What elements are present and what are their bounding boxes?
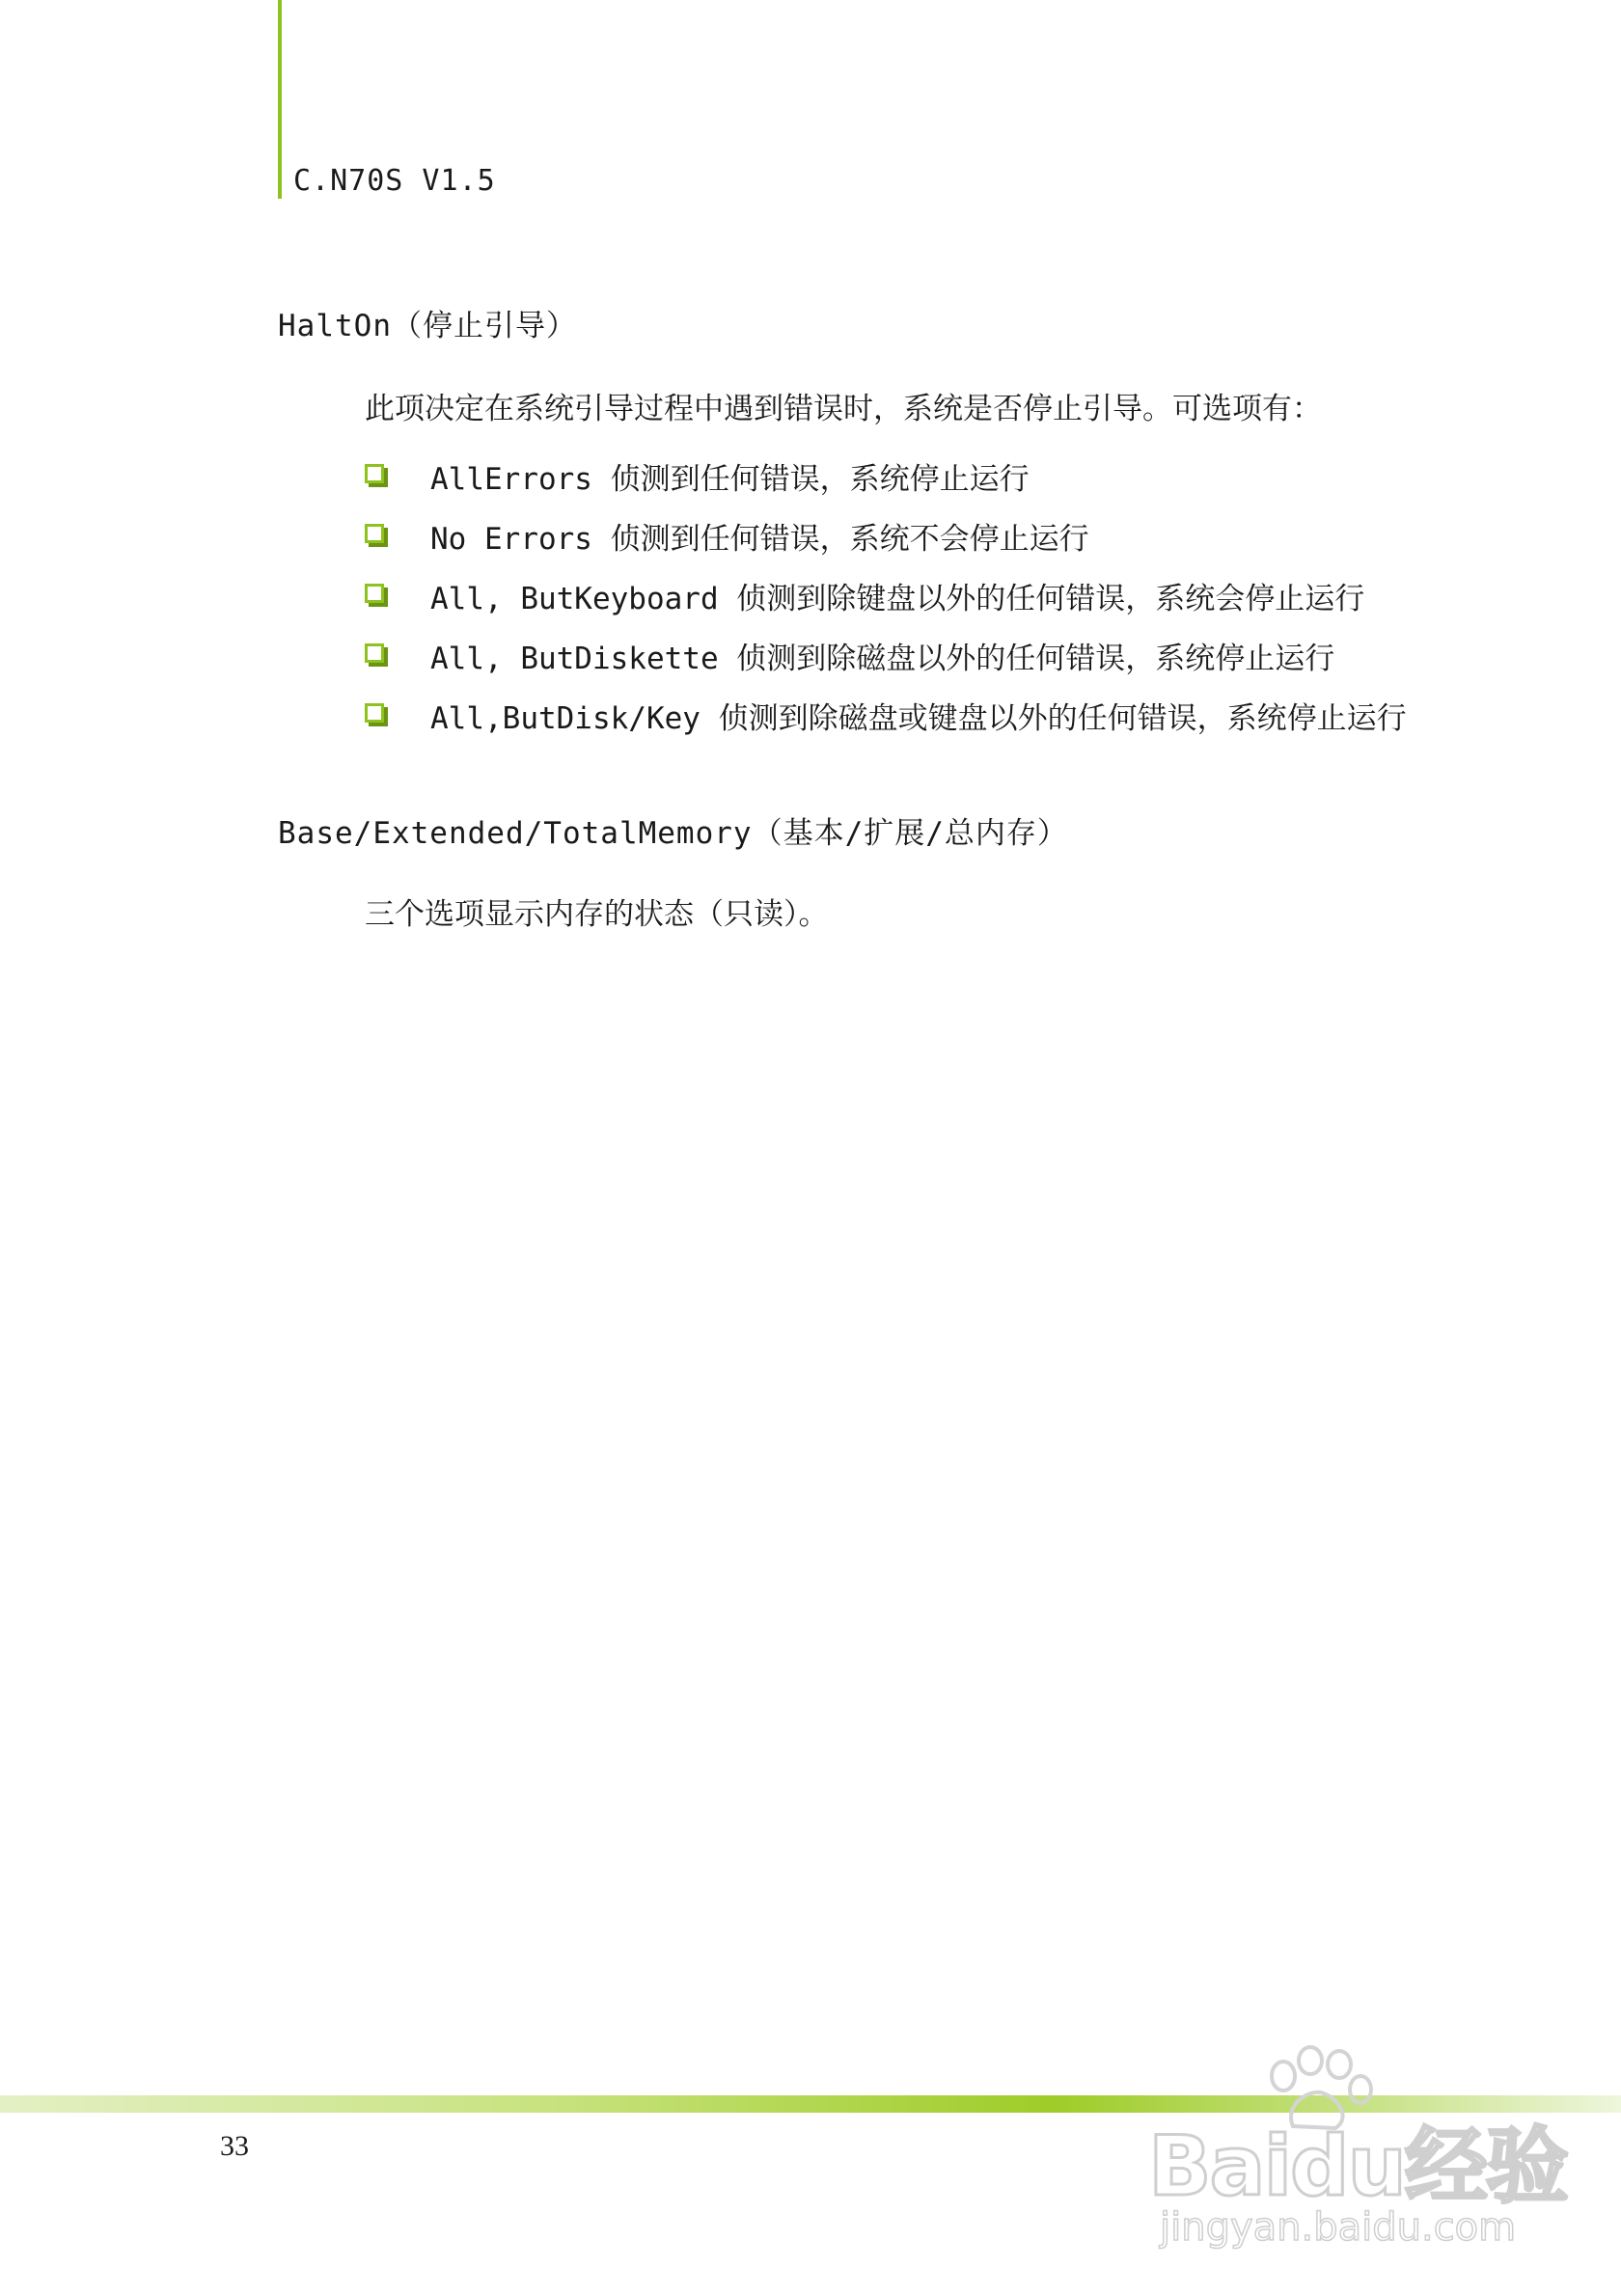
option-text: AllErrors 侦测到任何错误，系统停止运行: [430, 461, 1030, 497]
option-text: No Errors 侦测到任何错误，系统不会停止运行: [430, 521, 1089, 557]
checkbox-bullet-icon: [365, 703, 388, 726]
header-accent-rule: [278, 0, 282, 199]
option-text: All,ButDisk/Key 侦测到除磁盘或键盘以外的任何错误，系统停止运行: [430, 700, 1407, 736]
watermark-url-text: jingyan.baidu.com: [1160, 2205, 1517, 2250]
section-heading-memory: Base/Extended/TotalMemory（基本/扩展/总内存）: [278, 816, 1068, 851]
section-description-halt-on: 此项决定在系统引导过程中遇到错误时，系统是否停止引导。可选项有：: [365, 392, 1322, 426]
section-heading-halt-on: HaltOn（停止引导）: [278, 309, 577, 343]
list-item: [365, 446, 1407, 506]
list-item: [365, 625, 1407, 685]
baidu-jingyan-watermark: [1148, 2045, 1567, 2257]
checkbox-bullet-icon: [365, 643, 388, 667]
model-version-label: C.N70S V1.5: [293, 164, 496, 198]
halt-on-options-list: [365, 446, 1407, 745]
watermark-brand-text: Baidu经验: [1148, 2118, 1567, 2215]
list-item: [365, 565, 1407, 625]
checkbox-bullet-icon: [365, 584, 388, 607]
list-item: [365, 685, 1407, 745]
checkbox-bullet-icon: [365, 464, 388, 487]
list-item: [365, 506, 1407, 565]
section-description-memory: 三个选项显示内存的状态（只读）。: [365, 897, 829, 932]
option-text: All, ButDiskette 侦测到除磁盘以外的任何错误，系统停止运行: [430, 641, 1335, 676]
option-text: All, ButKeyboard 侦测到除键盘以外的任何错误，系统会停止运行: [430, 581, 1365, 616]
checkbox-bullet-icon: [365, 524, 388, 547]
page-number: 33: [220, 2130, 249, 2162]
